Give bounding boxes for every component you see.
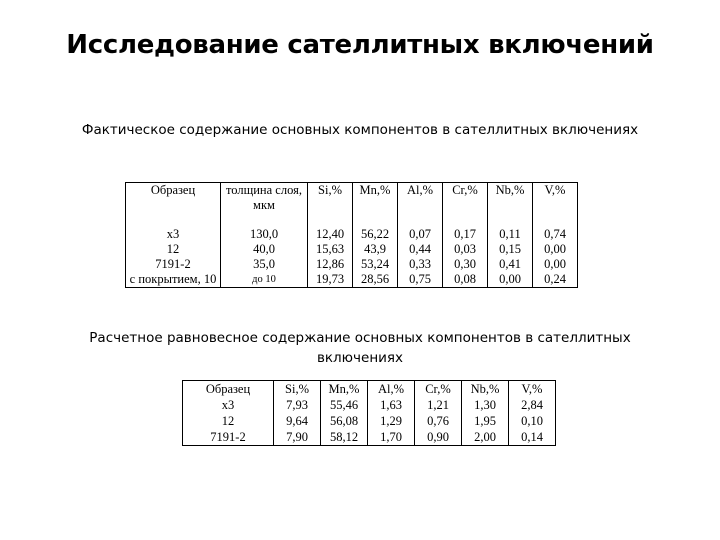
table-cell: 0,76 (415, 413, 462, 429)
table-cell: 53,24 (353, 257, 398, 272)
table-row (126, 257, 578, 272)
table-equilibrium-content (182, 380, 556, 446)
table-cell: 0,24 (533, 272, 578, 288)
table-row (183, 413, 556, 429)
header-cell: V,% (509, 381, 556, 398)
table-row (126, 242, 578, 257)
table-cell: до 10 (221, 272, 308, 288)
table-cell: 130,0 (221, 227, 308, 242)
table-cell: 15,63 (308, 242, 353, 257)
table-cell: 1,70 (368, 429, 415, 446)
table-row (126, 227, 578, 242)
table-cell: 0,10 (509, 413, 556, 429)
table-actual-content (125, 182, 578, 288)
table-cell: с покрытием, 10 (126, 272, 221, 288)
table-cell: 7,90 (274, 429, 321, 446)
table-cell: 1,95 (462, 413, 509, 429)
table-cell: 0,14 (509, 429, 556, 446)
table-cell: 0,00 (488, 272, 533, 288)
table-cell: 12,86 (308, 257, 353, 272)
table-cell: 0,07 (398, 227, 443, 242)
table-cell: 0,00 (533, 242, 578, 257)
table-header-row (183, 381, 556, 398)
header-cell: Cr,% (443, 183, 488, 228)
table-row (126, 272, 578, 288)
table-cell: 1,21 (415, 397, 462, 413)
table-cell: 43,9 (353, 242, 398, 257)
header-cell: Al,% (368, 381, 415, 398)
header-cell: Mn,% (353, 183, 398, 228)
page-title: Исследование сателлитных включений (66, 30, 654, 60)
table-cell: 0,17 (443, 227, 488, 242)
header-cell: Образец (126, 183, 221, 228)
table-cell: 0,90 (415, 429, 462, 446)
header-cell: Nb,% (488, 183, 533, 228)
table-cell: 55,46 (321, 397, 368, 413)
table-actual-caption: Фактическое содержание основных компонентов в сателлитных включениях (81, 122, 639, 138)
table-cell: 0,11 (488, 227, 533, 242)
table-header-row (126, 183, 578, 228)
table-cell: х3 (183, 397, 274, 413)
table-cell: 28,56 (353, 272, 398, 288)
table-cell: 56,22 (353, 227, 398, 242)
table-cell: 0,44 (398, 242, 443, 257)
table-cell: 1,30 (462, 397, 509, 413)
header-cell: Nb,% (462, 381, 509, 398)
table-cell: 7,93 (274, 397, 321, 413)
table-cell: 58,12 (321, 429, 368, 446)
table-cell: 40,0 (221, 242, 308, 257)
header-cell: V,% (533, 183, 578, 228)
table-cell: 7191-2 (183, 429, 274, 446)
table-cell: 56,08 (321, 413, 368, 429)
table-cell: 0,75 (398, 272, 443, 288)
table-cell: 1,29 (368, 413, 415, 429)
table-cell: 0,00 (533, 257, 578, 272)
table-row (183, 397, 556, 413)
table-cell: 0,74 (533, 227, 578, 242)
table-cell: 19,73 (308, 272, 353, 288)
table-cell: 0,30 (443, 257, 488, 272)
table-cell: 0,15 (488, 242, 533, 257)
header-cell: Mn,% (321, 381, 368, 398)
header-cell: Si,% (308, 183, 353, 228)
header-cell: Cr,% (415, 381, 462, 398)
table-cell: 12 (183, 413, 274, 429)
table-cell: 35,0 (221, 257, 308, 272)
table-cell: 0,08 (443, 272, 488, 288)
table-row (183, 429, 556, 446)
table-cell: 2,00 (462, 429, 509, 446)
table-cell: 1,63 (368, 397, 415, 413)
header-cell: толщина слоя, мкм (221, 183, 308, 228)
table-cell: х3 (126, 227, 221, 242)
table-cell: 0,33 (398, 257, 443, 272)
table-equilibrium-caption: Расчетное равновесное содержание основных компонентов в сателлитных включениях (89, 330, 631, 366)
table-cell: 12 (126, 242, 221, 257)
table-cell: 0,41 (488, 257, 533, 272)
table-cell: 12,40 (308, 227, 353, 242)
header-cell: Si,% (274, 381, 321, 398)
header-cell: Образец (183, 381, 274, 398)
table-cell: 9,64 (274, 413, 321, 429)
table-cell: 2,84 (509, 397, 556, 413)
table-cell: 0,03 (443, 242, 488, 257)
table-cell: 7191-2 (126, 257, 221, 272)
header-cell: Al,% (398, 183, 443, 228)
